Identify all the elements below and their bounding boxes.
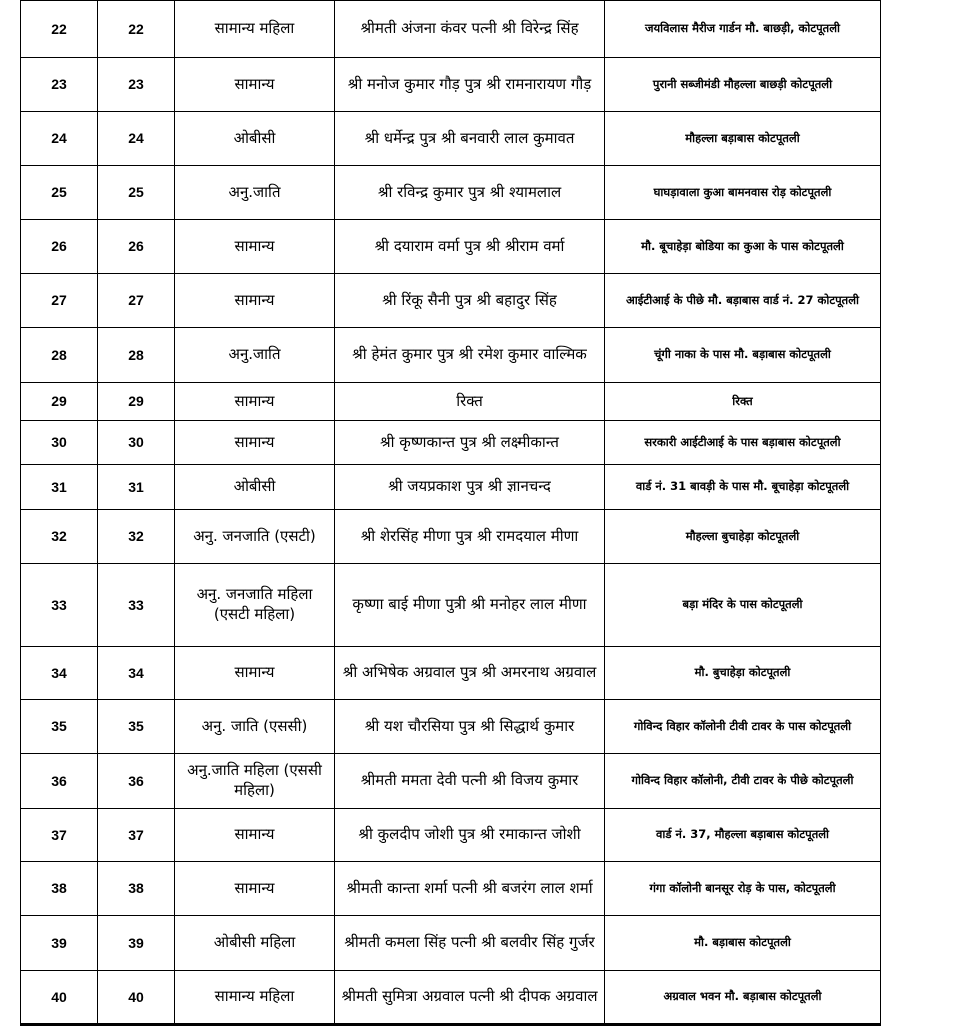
ward-number: 28 [98, 328, 175, 383]
serial-number: 29 [21, 383, 98, 421]
table-row [21, 916, 881, 971]
member-address: गोविन्द विहार कॉलोनी टीवी टावर के पास कोटपूतली [605, 700, 881, 754]
ward-number: 29 [98, 383, 175, 421]
table-row [21, 510, 881, 564]
member-address: बड़ा मंदिर के पास कोटपूतली [605, 564, 881, 647]
member-address: रिक्त [605, 383, 881, 421]
table-row [21, 1, 881, 58]
ward-number: 30 [98, 421, 175, 465]
reserved-category: सामान्य [175, 647, 335, 700]
serial-number: 30 [21, 421, 98, 465]
member-address: मौ. बुचाहेड़ा कोटपूतली [605, 647, 881, 700]
member-name: रिक्त [335, 383, 605, 421]
member-name: श्री कृष्णकान्त पुत्र श्री लक्ष्मीकान्त [335, 421, 605, 465]
table-row [21, 421, 881, 465]
ward-number: 26 [98, 220, 175, 274]
table-row [21, 862, 881, 916]
member-name: श्री अभिषेक अग्रवाल पुत्र श्री अमरनाथ अग्रवाल [335, 647, 605, 700]
member-address: अग्रवाल भवन मौ. बड़ाबास कोटपूतली [605, 971, 881, 1025]
serial-number: 35 [21, 700, 98, 754]
reserved-category: सामान्य [175, 58, 335, 112]
member-name: श्री हेमंत कुमार पुत्र श्री रमेश कुमार वाल्मिक [335, 328, 605, 383]
table-row [21, 383, 881, 421]
reserved-category: अनु. जाति (एससी) [175, 700, 335, 754]
reserved-category: सामान्य [175, 862, 335, 916]
member-address: मौहल्ला बड़ाबास कोटपूतली [605, 112, 881, 166]
member-name: श्री रविन्द्र कुमार पुत्र श्री श्यामलाल [335, 166, 605, 220]
member-address: जयविलास मैरीज गार्डन मौ. बाछड़ी, कोटपूतली [605, 1, 881, 58]
reserved-category: अनु. जनजाति (एसटी) [175, 510, 335, 564]
reserved-category: सामान्य [175, 274, 335, 328]
member-address: वार्ड नं. 37, मौहल्ला बड़ाबास कोटपूतली [605, 809, 881, 862]
member-name: श्रीमती सुमित्रा अग्रवाल पत्नी श्री दीपक अग्रवाल [335, 971, 605, 1025]
ward-number: 38 [98, 862, 175, 916]
member-name: श्री शेरसिंह मीणा पुत्र श्री रामदयाल मीणा [335, 510, 605, 564]
member-name: श्री दयाराम वर्मा पुत्र श्री श्रीराम वर्मा [335, 220, 605, 274]
serial-number: 33 [21, 564, 98, 647]
table-row [21, 112, 881, 166]
table-row [21, 754, 881, 809]
ward-number: 24 [98, 112, 175, 166]
member-name: श्रीमती अंजना कंवर पत्नी श्री विरेन्द्र सिंह [335, 1, 605, 58]
serial-number: 38 [21, 862, 98, 916]
member-name: श्रीमती ममता देवी पत्नी श्री विजय कुमार [335, 754, 605, 809]
serial-number: 32 [21, 510, 98, 564]
table-row [21, 809, 881, 862]
ward-number: 23 [98, 58, 175, 112]
serial-number: 34 [21, 647, 98, 700]
serial-number: 36 [21, 754, 98, 809]
serial-number: 37 [21, 809, 98, 862]
serial-number: 40 [21, 971, 98, 1025]
table-row [21, 647, 881, 700]
member-address: गोविन्द विहार कॉलोनी, टीवी टावर के पीछे कोटपूतली [605, 754, 881, 809]
reserved-category: ओबीसी [175, 112, 335, 166]
member-address: सरकारी आईटीआई के पास बड़ाबास कोटपूतली [605, 421, 881, 465]
reserved-category: सामान्य [175, 809, 335, 862]
ward-number: 25 [98, 166, 175, 220]
member-name: श्री धर्मेन्द्र पुत्र श्री बनवारी लाल कुमावत [335, 112, 605, 166]
serial-number: 31 [21, 465, 98, 510]
serial-number: 23 [21, 58, 98, 112]
ward-number: 34 [98, 647, 175, 700]
table-row [21, 700, 881, 754]
ward-number: 33 [98, 564, 175, 647]
member-address: पुरानी सब्जीमंडी मौहल्ला बाछड़ी कोटपूतली [605, 58, 881, 112]
member-name: श्री यश चौरसिया पुत्र श्री सिद्धार्थ कुमार [335, 700, 605, 754]
serial-number: 28 [21, 328, 98, 383]
member-name: श्रीमती कान्ता शर्मा पत्नी श्री बजरंग लाल शर्मा [335, 862, 605, 916]
member-address: वार्ड नं. 31 बावड़ी के पास मौ. बूचाहेड़ा कोटपूतली [605, 465, 881, 510]
reserved-category: सामान्य महिला [175, 1, 335, 58]
ward-roster-table [20, 0, 881, 1026]
member-address: चूंगी नाका के पास मौ. बड़ाबास कोटपूतली [605, 328, 881, 383]
member-name: कृष्णा बाई मीणा पुत्री श्री मनोहर लाल मीणा [335, 564, 605, 647]
ward-number: 37 [98, 809, 175, 862]
ward-number: 39 [98, 916, 175, 971]
ward-number: 35 [98, 700, 175, 754]
serial-number: 24 [21, 112, 98, 166]
ward-number: 27 [98, 274, 175, 328]
ward-number: 40 [98, 971, 175, 1025]
serial-number: 25 [21, 166, 98, 220]
ward-number: 36 [98, 754, 175, 809]
table-row [21, 166, 881, 220]
reserved-category: ओबीसी महिला [175, 916, 335, 971]
reserved-category: सामान्य [175, 421, 335, 465]
table-row [21, 58, 881, 112]
member-name: श्री कुलदीप जोशी पुत्र श्री रमाकान्त जोशी [335, 809, 605, 862]
table-row [21, 274, 881, 328]
table-row [21, 971, 881, 1025]
member-address: मौहल्ला बुचाहेड़ा कोटपूतली [605, 510, 881, 564]
member-address: घाघड़ावाला कुआ बामनवास रोड़ कोटपूतली [605, 166, 881, 220]
ward-number: 32 [98, 510, 175, 564]
table-row [21, 564, 881, 647]
member-address: मौ. बूचाहेड़ा बोडिया का कुआ के पास कोटपूतली [605, 220, 881, 274]
reserved-category: अनु.जाति [175, 166, 335, 220]
serial-number: 39 [21, 916, 98, 971]
reserved-category: अनु.जाति महिला (एससी महिला) [175, 754, 335, 809]
reserved-category: अनु. जनजाति महिला (एसटी महिला) [175, 564, 335, 647]
member-name: श्रीमती कमला सिंह पत्नी श्री बलवीर सिंह गुर्जर [335, 916, 605, 971]
table-row [21, 328, 881, 383]
reserved-category: सामान्य महिला [175, 971, 335, 1025]
table-row [21, 465, 881, 510]
reserved-category: ओबीसी [175, 465, 335, 510]
reserved-category: सामान्य [175, 383, 335, 421]
member-address: आईटीआई के पीछे मौ. बड़ाबास वार्ड नं. 27 कोटपूतली [605, 274, 881, 328]
serial-number: 27 [21, 274, 98, 328]
member-name: श्री रिंकू सैनी पुत्र श्री बहादुर सिंह [335, 274, 605, 328]
member-address: गंगा कॉलोनी बानसूर रोड़ के पास, कोटपूतली [605, 862, 881, 916]
member-name: श्री मनोज कुमार गौड़ पुत्र श्री रामनारायण गौड़ [335, 58, 605, 112]
serial-number: 22 [21, 1, 98, 58]
member-name: श्री जयप्रकाश पुत्र श्री ज्ञानचन्द [335, 465, 605, 510]
member-address: मौ. बड़ाबास कोटपूतली [605, 916, 881, 971]
reserved-category: अनु.जाति [175, 328, 335, 383]
ward-number: 31 [98, 465, 175, 510]
reserved-category: सामान्य [175, 220, 335, 274]
serial-number: 26 [21, 220, 98, 274]
table-row [21, 220, 881, 274]
ward-number: 22 [98, 1, 175, 58]
